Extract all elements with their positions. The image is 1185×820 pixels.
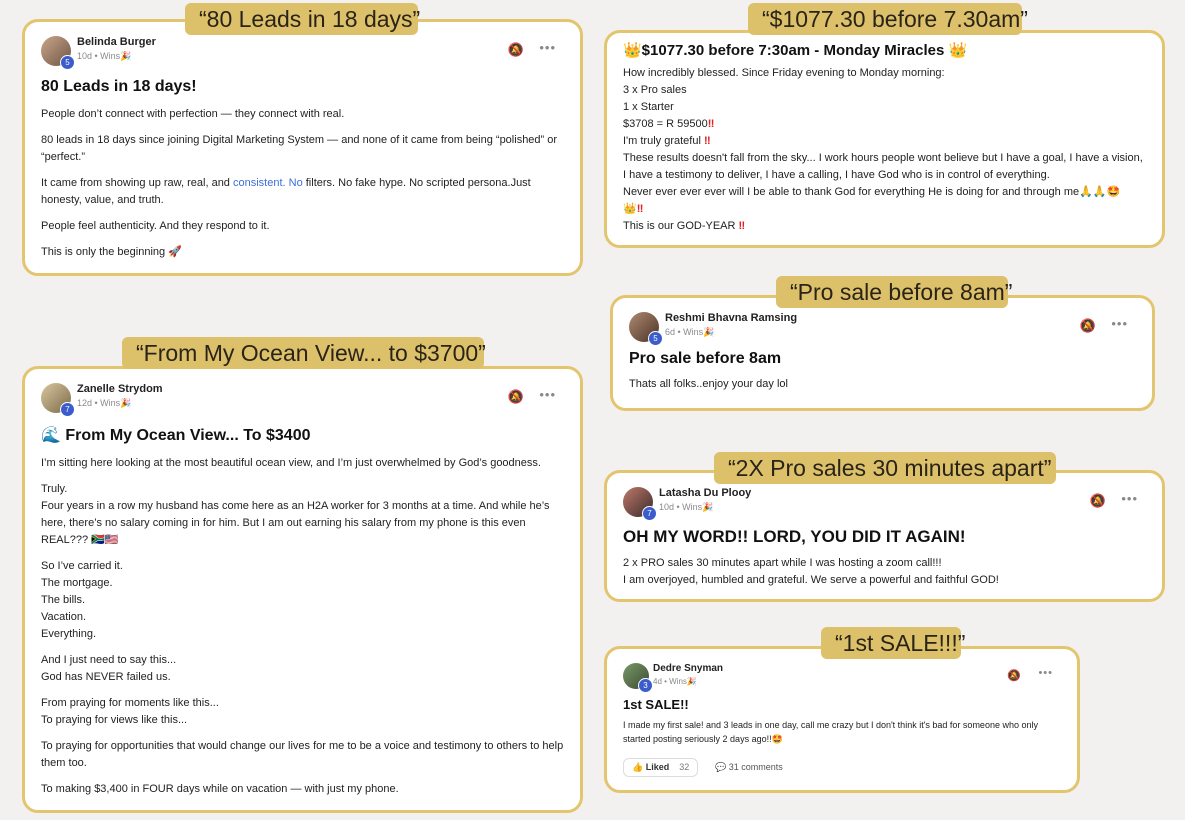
post-paragraph: I’m sitting here looking at the most beautiful ocean view, and I’m just overwhelmed by God’s goodness.: [41, 457, 541, 469]
more-dots-icon[interactable]: •••: [1121, 491, 1138, 506]
tag-label: “$1077.30 before 7.30am”: [748, 3, 1022, 35]
author-name[interactable]: Dedre Snyman: [653, 663, 724, 674]
post-line: The mortgage.: [41, 577, 113, 589]
post-line: Everything.: [41, 628, 97, 640]
level-badge: 7: [60, 402, 75, 417]
post-card-monday-miracles: [604, 30, 1165, 248]
post-paragraph: It came from showing up raw, real, and consistent. No filters. No fake hype. No scripted persona.Just honesty, value, and truth.: [41, 177, 531, 206]
more-dots-icon[interactable]: •••: [1111, 316, 1128, 331]
post-line: The bills.: [41, 594, 86, 606]
tag-label: “From My Ocean View... to $3700”: [122, 337, 484, 369]
post-meta: 10d • Wins🎉: [77, 51, 132, 61]
post-line: I am overjoyed, humbled and grateful. We serve a powerful and faithful GOD!: [623, 574, 999, 586]
post-title: 👑$1077.30 before 7:30am - Monday Miracles 👑: [623, 42, 968, 59]
author-name[interactable]: Zanelle Strydom: [77, 383, 163, 395]
post-line: 👑‼: [623, 203, 644, 215]
post-meta: 12d • Wins🎉: [77, 398, 132, 408]
bell-off-icon[interactable]: 🔕: [1079, 318, 1096, 333]
post-title: Pro sale before 8am: [629, 350, 782, 367]
level-badge: 3: [638, 678, 653, 693]
post-line: $3708 = R 59500‼: [623, 118, 715, 130]
exclamation-icon: ‼: [738, 220, 746, 232]
post-card-pro-sale: [610, 295, 1155, 411]
post-header: [41, 36, 564, 68]
post-paragraph: 80 leads in 18 days since joining Digital Marketing System — and none of it came from being “polished” or “perfect.”: [41, 134, 558, 163]
post-line: God has NEVER failed us.: [41, 671, 171, 683]
post-paragraph: People don’t connect with perfection — they connect with real.: [41, 108, 345, 120]
post-meta: 4d • Wins🎉: [653, 677, 697, 686]
level-badge: 5: [648, 331, 663, 346]
tag-label: “80 Leads in 18 days”: [185, 3, 418, 35]
post-title: 🌊 From My Ocean View... To $3400: [41, 427, 311, 444]
post-line: And I just need to say this...: [41, 654, 177, 666]
post-title: 1st SALE!!: [623, 697, 689, 712]
post-paragraph: To praying for opportunities that would change our lives for me to be a voice and testimony to others to help them too.: [41, 740, 564, 769]
inline-link[interactable]: consistent. No: [232, 177, 303, 189]
post-header: [623, 487, 1146, 519]
post-line: How incredibly blessed. Since Friday evening to Monday morning:: [623, 67, 945, 79]
post-meta: 6d • Wins🎉: [665, 327, 715, 337]
exclamation-icon: ‼: [703, 135, 711, 147]
post-paragraph: This is only the beginning 🚀: [41, 246, 182, 258]
post-footer: [623, 758, 1061, 780]
tag-label: “1st SALE!!!”: [821, 627, 961, 659]
post-card-ocean-view: [22, 366, 583, 813]
post-title: 80 Leads in 18 days!: [41, 78, 197, 95]
comment-icon: 💬: [715, 762, 727, 772]
level-badge: 7: [642, 506, 657, 521]
bell-off-icon[interactable]: 🔕: [1089, 493, 1106, 508]
bell-off-icon[interactable]: 🔕: [507, 42, 524, 57]
more-dots-icon[interactable]: •••: [1038, 667, 1053, 679]
more-dots-icon[interactable]: •••: [539, 387, 556, 402]
post-line: This is our GOD-YEAR ‼: [623, 220, 746, 232]
post-title: OH MY WORD!! LORD, YOU DID IT AGAIN!: [623, 527, 966, 546]
thumbs-up-icon: 👍: [632, 762, 644, 772]
post-line: Never ever ever ever will I be able to thank God for everything He is doing for and through me🙏🙏🤩: [623, 186, 1121, 198]
like-button[interactable]: 👍 Liked 32: [623, 758, 698, 777]
author-name[interactable]: Reshmi Bhavna Ramsing: [665, 312, 798, 324]
post-paragraph: People feel authenticity. And they respond to it.: [41, 220, 270, 232]
post-card-two-pro-sales: [604, 470, 1165, 602]
post-header: [41, 383, 564, 415]
post-header: [623, 663, 1061, 695]
post-paragraph: I made my first sale! and 3 leads in one day, call me crazy but I don't think it's bad for someone who only started posting seriously 2 days ago!!🤩: [623, 720, 1038, 744]
post-meta: 10d • Wins🎉: [659, 502, 714, 512]
like-count: 32: [679, 762, 690, 772]
post-line: I'm truly grateful ‼: [623, 135, 711, 147]
exclamation-icon: ‼: [707, 118, 715, 130]
bell-off-icon[interactable]: 🔕: [1007, 670, 1021, 682]
post-line: 3 x Pro sales: [623, 84, 687, 96]
post-line: 2 x PRO sales 30 minutes apart while I was hosting a zoom call!!!: [623, 557, 942, 569]
post-line: Vacation.: [41, 611, 87, 623]
bell-off-icon[interactable]: 🔕: [507, 389, 524, 404]
tag-label: “Pro sale before 8am”: [776, 276, 1008, 308]
post-card-first-sale: [604, 646, 1080, 793]
post-line: Truly.: [41, 483, 68, 495]
level-badge: 5: [60, 55, 75, 70]
more-dots-icon[interactable]: •••: [539, 40, 556, 55]
comments-link[interactable]: 💬 31 comments: [715, 762, 783, 772]
author-name[interactable]: Belinda Burger: [77, 36, 156, 48]
post-paragraph: Four years in a row my husband has come here as an H2A worker for 3 months at a time. And while he’s here, there’s no salary coming in for him. But I am out earning his salary from my phone is this even REAL??? 🇿🇦🇺🇸: [41, 500, 550, 546]
post-line: These results doesn't fall from the sky... I work hours people wont believe but I have a goal, I have a vision, I have a testimony to deliver, I have a calling, I have God who is in control of everything.: [623, 152, 1143, 181]
exclamation-icon: ‼: [636, 203, 644, 215]
tag-label: “2X Pro sales 30 minutes apart”: [714, 452, 1056, 484]
post-header: [629, 312, 1136, 344]
post-line: To praying for views like this...: [41, 714, 188, 726]
post-card-80-leads: [22, 19, 583, 276]
post-line: 1 x Starter: [623, 101, 674, 113]
author-name[interactable]: Latasha Du Plooy: [659, 487, 752, 499]
post-paragraph: To making $3,400 in FOUR days while on vacation — with just my phone.: [41, 783, 399, 795]
post-paragraph: Thats all folks..enjoy your day lol: [629, 378, 788, 390]
post-line: From praying for moments like this...: [41, 697, 219, 709]
post-line: So I’ve carried it.: [41, 560, 123, 572]
